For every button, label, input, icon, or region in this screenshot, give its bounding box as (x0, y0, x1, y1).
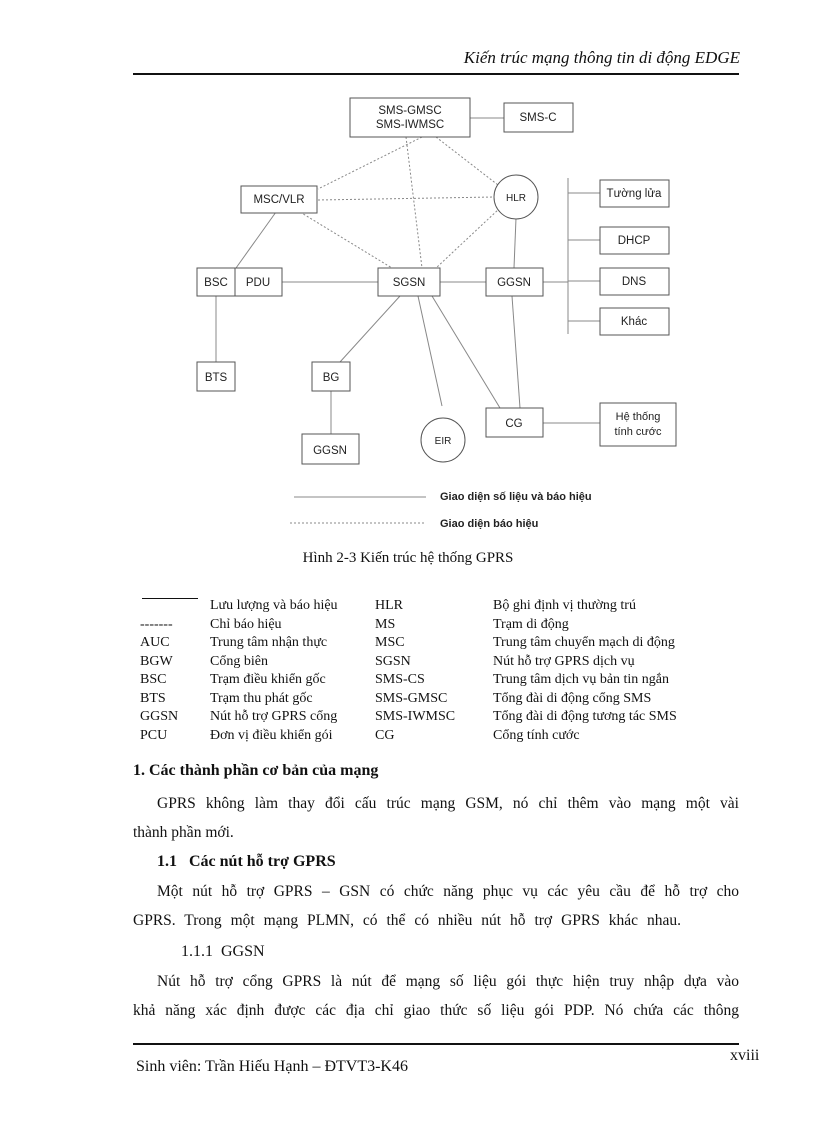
abbr-term-2: MSC (375, 635, 405, 650)
abbreviation-row (140, 634, 677, 653)
label-firewall: Tường lửa (606, 188, 662, 200)
section-1-para-line1: GPRS không làm thay đổi cấu trúc mạng GSM, nó chỉ thêm vào mạng một vài (157, 795, 739, 812)
legend-data-signal: Giao diện số liệu và báo hiệu (440, 491, 592, 503)
label-dns: DNS (621, 276, 647, 288)
abbreviation-row (140, 597, 677, 616)
abbr-meaning: Đơn vị điều khiển gói (210, 727, 333, 743)
label-eir: EIR (434, 436, 452, 447)
gprs-architecture-diagram (0, 0, 816, 545)
link-smsgmsc-msc (318, 137, 422, 189)
abbr-term: BGW (140, 653, 173, 669)
link-smsgmsc-hlr (436, 137, 498, 185)
abbr-meaning-2: Trung tâm dịch vụ bản tin ngắn (493, 672, 670, 687)
label-dhcp: DHCP (617, 235, 651, 247)
link-hlr-ggsn (514, 218, 516, 268)
label-msc-vlr: MSC/VLR (253, 194, 305, 206)
page-number: xviii (730, 1047, 760, 1064)
label-other: Khác (620, 316, 648, 328)
abbr-meaning-2: Trung tâm chuyển mạch di động (493, 635, 675, 650)
link-smsgmsc-sgsn (406, 137, 422, 268)
link-msc-bsc (236, 212, 276, 268)
abbr-term-2: SGSN (375, 653, 411, 669)
abbreviation-row (140, 616, 677, 635)
abbr-meaning-2: Cổng tính cước (493, 727, 580, 743)
link-hlr-sgsn (436, 208, 500, 268)
abbreviation-row (140, 727, 677, 746)
abbr-term: PCU (140, 727, 168, 743)
abbr-meaning: Trạm điều khiển gốc (210, 672, 326, 687)
label-bg: BG (322, 372, 340, 384)
abbr-term: GGSN (140, 709, 179, 724)
abbr-term (140, 597, 210, 616)
section-1-para-line2: thành phần mới. (133, 824, 234, 841)
abbr-meaning: Trung tâm nhận thực (210, 635, 328, 650)
section-1-1-para-line1: Một nút hỗ trợ GPRS – GSN có chức năng phục vụ các yêu cầu để hỗ trợ cho (157, 883, 739, 900)
abbr-meaning: Trạm thu phát gốc (210, 690, 313, 706)
label-billing-1: Hệ thống (615, 411, 661, 423)
abbr-term-2: SMS-GMSC (375, 690, 448, 706)
section-1-1-para-line2: GPRS. Trong một mạng PLMN, có thể có nhiều nút hỗ trợ GPRS khác nhau. (133, 912, 681, 929)
abbreviation-row (140, 653, 677, 672)
abbr-meaning: Nút hỗ trợ GPRS cổng (210, 709, 338, 724)
label-sms-gmsc: SMS-GMSC (378, 105, 442, 117)
abbr-meaning-2: Bộ ghi định vị thường trú (493, 598, 636, 613)
section-1-1-1-para-line2: khả năng xác định được các địa chỉ giao thức số liệu gói PDP. Nó chứa các thông (133, 1002, 739, 1019)
running-header: Kiến trúc mạng thông tin di động EDGE (463, 48, 740, 67)
section-1-1-heading: 1.1 Các nút hỗ trợ GPRS (157, 853, 336, 870)
footer-rule (133, 1043, 739, 1045)
abbreviation-row (140, 671, 677, 690)
abbr-term-2: SMS-IWMSC (375, 709, 456, 724)
link-sgsn-cg (432, 296, 500, 408)
abbr-term: ------- (140, 616, 173, 632)
label-billing-2: tính cước (614, 426, 662, 438)
label-cg: CG (505, 418, 523, 430)
link-msc-sgsn (300, 212, 392, 268)
section-1-heading: 1. Các thành phần cơ bản của mạng (133, 762, 379, 779)
abbr-term-2: CG (375, 727, 395, 743)
abbr-meaning-2: Tổng đài di động cổng SMS (493, 690, 652, 706)
label-sms-iwmsc: SMS-IWMSC (375, 119, 445, 131)
figure-caption: Hình 2-3 Kiến trúc hệ thống GPRS (302, 550, 514, 566)
label-pdu: PDU (245, 277, 271, 289)
abbr-meaning: Cổng biên (210, 653, 268, 669)
label-bts: BTS (204, 372, 228, 384)
abbr-term-2: SMS-CS (375, 672, 425, 687)
box-billing (600, 403, 676, 446)
footer-student: Sinh viên: Trần Hiếu Hạnh – ĐTVT3-K46 (136, 1058, 408, 1075)
link-msc-hlr (318, 197, 494, 200)
label-bsc: BSC (204, 277, 228, 289)
abbreviation-row (140, 690, 677, 709)
abbr-term-2: MS (375, 616, 396, 632)
label-ggsn-2: GGSN (313, 445, 347, 457)
link-sgsn-bg (340, 296, 400, 362)
label-hlr: HLR (505, 193, 527, 204)
section-1-1-1-para-line1: Nút hỗ trợ cổng GPRS là nút để mạng số liệu gói thực hiện truy nhập dựa vào (157, 973, 739, 990)
abbr-term-2: HLR (375, 598, 403, 613)
abbr-term: BSC (140, 672, 167, 687)
box-sms-gmsc (350, 98, 470, 137)
abbreviation-table (140, 597, 677, 745)
abbr-meaning: Chỉ báo hiệu (210, 616, 282, 632)
label-sgsn: SGSN (392, 277, 426, 289)
abbr-meaning-2: Tổng đài di động tương tác SMS (493, 709, 677, 724)
abbr-meaning: Lưu lượng và báo hiệu (210, 598, 338, 613)
abbreviation-row (140, 708, 677, 727)
abbr-term: BTS (140, 690, 166, 706)
abbr-term: AUC (140, 635, 170, 650)
link-ggsn-cg (512, 296, 520, 408)
legend-signal: Giao diện báo hiệu (440, 518, 539, 530)
link-sgsn-eir (418, 296, 442, 406)
abbr-meaning-2: Nút hỗ trợ GPRS dịch vụ (493, 653, 635, 669)
label-ggsn: GGSN (497, 277, 531, 289)
abbr-meaning-2: Trạm di động (493, 616, 569, 632)
label-sms-c: SMS-C (519, 112, 557, 124)
section-1-1-1-heading: 1.1.1 GGSN (181, 943, 265, 960)
